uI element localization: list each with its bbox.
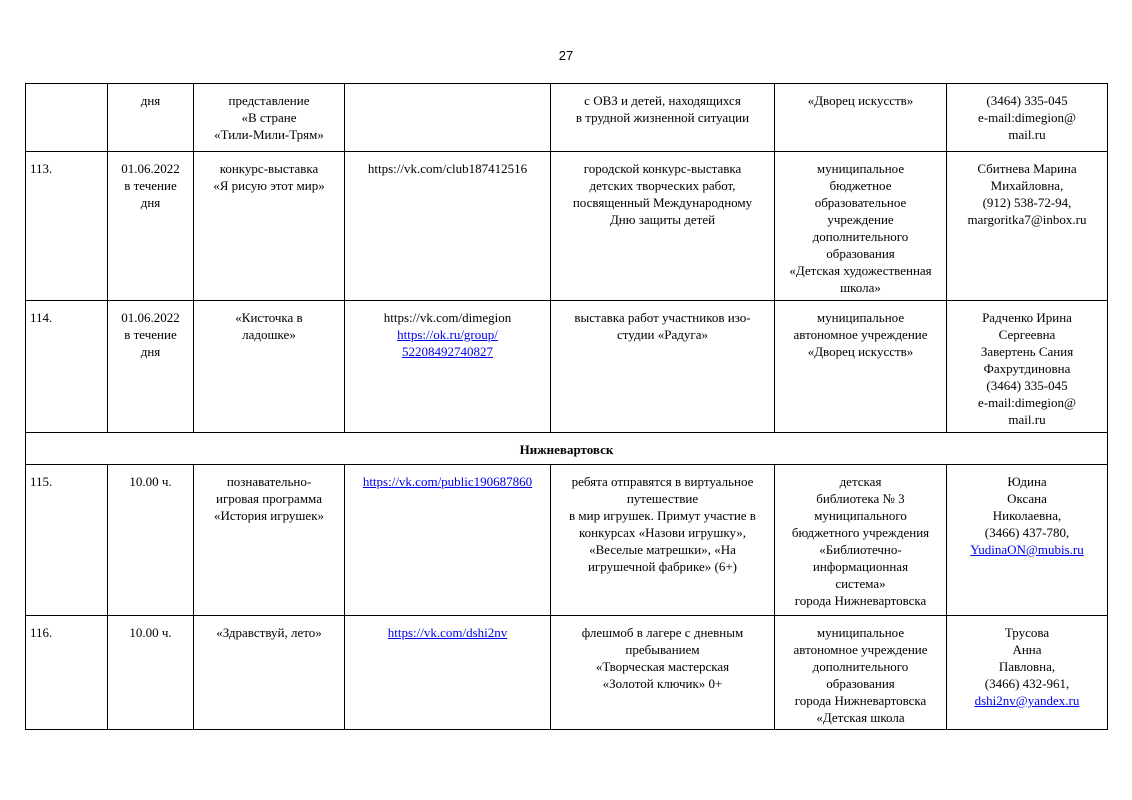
- table-row: [26, 84, 1108, 152]
- table-body-part2: [26, 465, 1108, 730]
- contact-line: (3464) 335-045: [986, 93, 1068, 108]
- event-date-line: 01.06.2022: [121, 161, 180, 176]
- contact-line: (3466) 437-780,: [984, 525, 1070, 540]
- organizer-line: образования: [826, 246, 895, 261]
- organizer-line: образования: [826, 676, 895, 691]
- event-title-line: конкурс-выставка: [219, 161, 319, 176]
- contact-line: margoritka7@inbox.ru: [967, 212, 1087, 227]
- event-description-cell: [551, 616, 775, 730]
- contact-line: Николаевна,: [992, 508, 1062, 523]
- event-description-line: посвященный Международному: [572, 195, 753, 210]
- event-title-line: «Кисточка в: [235, 310, 303, 325]
- event-date-line: дня: [140, 344, 161, 359]
- event-title-line: «Тили-Мили-Трям»: [214, 127, 324, 142]
- event-description-line: «Золотой ключик» 0+: [602, 676, 723, 691]
- event-link-cell: [345, 84, 551, 152]
- organizer-line: информационная: [812, 559, 909, 574]
- row-number-cell: 116.: [26, 616, 108, 730]
- event-url-link[interactable]: https://vk.com/dshi2nv: [387, 625, 508, 640]
- organizer-line: детская: [839, 474, 882, 489]
- organizer-line: учреждение: [827, 212, 894, 227]
- event-title-line: представление: [228, 93, 310, 108]
- event-description-line: студии «Радуга»: [617, 327, 708, 342]
- contact-cell: [947, 301, 1108, 433]
- organizer-line: «Детская художественная: [789, 263, 932, 278]
- event-url-link[interactable]: https://vk.com/public190687860: [362, 474, 533, 489]
- organizer-line: автономное учреждение: [793, 327, 928, 342]
- organizer-line: автономное учреждение: [793, 642, 928, 657]
- organizer-line: муниципальное: [816, 625, 905, 640]
- event-description-cell: [551, 301, 775, 433]
- contact-line: Анна: [1012, 642, 1042, 657]
- contact-line: Юдина: [1007, 474, 1047, 489]
- contact-cell: [947, 152, 1108, 301]
- table-row: [26, 465, 1108, 616]
- organizer-cell: [775, 152, 947, 301]
- contact-line: (3464) 335-045: [986, 378, 1068, 393]
- table-row: [26, 301, 1108, 433]
- contact-line: mail.ru: [1008, 127, 1046, 142]
- contact-line: Павловна,: [998, 659, 1056, 674]
- event-title-cell: [194, 152, 345, 301]
- contact-line: e-mail:dimegion@: [978, 395, 1076, 410]
- event-link-cell: [345, 465, 551, 616]
- event-date-line: в течение: [124, 327, 177, 342]
- event-title-line: «Я рисую этот мир»: [213, 178, 325, 193]
- contact-line: (3466) 432-961,: [984, 676, 1070, 691]
- organizer-line: «Библиотечно-: [819, 542, 902, 557]
- event-description-line: «Веселые матрешки», «На: [589, 542, 736, 557]
- organizer-line: бюджетное: [829, 178, 892, 193]
- organizer-line: «Дворец искусств»: [807, 93, 914, 108]
- event-description-cell: [551, 152, 775, 301]
- event-link-cell: [345, 616, 551, 730]
- table-row: [26, 616, 1108, 730]
- event-date-cell: [108, 152, 194, 301]
- contact-line: e-mail:dimegion@: [978, 110, 1076, 125]
- contact-line: Сергеевна: [998, 327, 1056, 342]
- organizer-line: бюджетного учреждения: [791, 525, 930, 540]
- event-title-line: «В стране: [241, 110, 297, 125]
- event-description-line: городской конкурс-выставка: [583, 161, 742, 176]
- event-link-cell: [345, 301, 551, 433]
- page-number: 27: [558, 48, 574, 63]
- event-date-cell: [108, 301, 194, 433]
- region-row: [26, 433, 1108, 465]
- event-description-line: пребыванием: [625, 642, 700, 657]
- contact-line: Сбитнева Марина: [977, 161, 1077, 176]
- contact-line: Фахрутдиновна: [983, 361, 1071, 376]
- table-body-part1: [26, 84, 1108, 433]
- region-section: [26, 433, 1108, 465]
- contact-cell: [947, 465, 1108, 616]
- event-url-text: https://vk.com/club187412516: [367, 161, 528, 176]
- event-description-line: конкурсах «Назови игрушку»,: [578, 525, 747, 540]
- event-date-line: 10.00 ч.: [129, 474, 172, 489]
- organizer-cell: [775, 301, 947, 433]
- event-url-link[interactable]: https://ok.ru/group/: [397, 327, 498, 342]
- row-number-cell: 114.: [26, 301, 108, 433]
- organizer-line: муниципальное: [816, 161, 905, 176]
- organizer-line: «Дворец искусств»: [807, 344, 914, 359]
- event-description-line: «Творческая мастерская: [595, 659, 730, 674]
- organizer-line: дополнительного: [812, 229, 909, 244]
- row-number-cell: 113.: [26, 152, 108, 301]
- event-date-cell: [108, 616, 194, 730]
- contact-line: Завертень Сания: [980, 344, 1074, 359]
- contact-line: Радченко Ирина: [982, 310, 1072, 325]
- event-description-line: выставка работ участников изо-: [574, 310, 751, 325]
- event-url-text: https://vk.com/dimegion: [383, 310, 512, 325]
- contact-line: (912) 538-72-94,: [982, 195, 1072, 210]
- event-description-line: Дню защиты детей: [609, 212, 716, 227]
- organizer-line: муниципальное: [816, 310, 905, 325]
- contact-line: Михайловна,: [990, 178, 1064, 193]
- event-title-cell: [194, 301, 345, 433]
- contact-line: mail.ru: [1008, 412, 1046, 427]
- table-row: [26, 152, 1108, 301]
- events-table: [25, 83, 1108, 730]
- event-description-line: игрушечной фабрике» (6+): [587, 559, 738, 574]
- organizer-line: города Нижневартовска: [794, 593, 927, 608]
- contact-cell: [947, 84, 1108, 152]
- event-title-cell: [194, 84, 345, 152]
- event-date-line: 01.06.2022: [121, 310, 180, 325]
- event-description-line: с ОВЗ и детей, находящихся: [584, 93, 741, 108]
- event-description-line: в мир игрушек. Примут участие в: [569, 508, 756, 523]
- organizer-line: школа»: [840, 280, 881, 295]
- region-heading: Нижневартовск: [26, 433, 1108, 465]
- event-link-cell: [345, 152, 551, 301]
- organizer-line: дополнительного: [812, 659, 909, 674]
- event-title-cell: [194, 616, 345, 730]
- event-title-line: «Здравствуй, лето»: [216, 625, 322, 640]
- event-date-line: дня: [140, 93, 161, 108]
- contact-email-link[interactable]: YudinaON@mubis.ru: [970, 542, 1084, 557]
- organizer-cell: [775, 84, 947, 152]
- event-url-link[interactable]: 52208492740827: [402, 344, 493, 359]
- event-date-cell: [108, 84, 194, 152]
- event-date-line: дня: [140, 195, 161, 210]
- organizer-line: муниципального: [814, 508, 907, 523]
- event-description-line: детских творческих работ,: [589, 178, 736, 193]
- event-description-line: в трудной жизненной ситуации: [575, 110, 750, 125]
- event-description-line: путешествие: [626, 491, 699, 506]
- event-date-cell: [108, 465, 194, 616]
- event-description-line: ребята отправятся в виртуальное: [571, 474, 754, 489]
- event-description-line: флешмоб в лагере с дневным: [581, 625, 744, 640]
- row-number-cell: 115.: [26, 465, 108, 616]
- organizer-line: «Детская школа: [816, 710, 905, 725]
- event-title-line: «История игрушек»: [213, 508, 325, 523]
- organizer-line: образовательное: [814, 195, 907, 210]
- contact-email-link[interactable]: dshi2nv@yandex.ru: [974, 693, 1080, 708]
- event-title-cell: [194, 465, 345, 616]
- contact-cell: [947, 616, 1108, 730]
- contact-line: Трусова: [1004, 625, 1050, 640]
- organizer-line: библиотека № 3: [816, 491, 905, 506]
- organizer-cell: [775, 616, 947, 730]
- organizer-line: города Нижневартовска: [794, 693, 927, 708]
- event-description-cell: [551, 84, 775, 152]
- event-title-line: ладошке»: [242, 327, 296, 342]
- event-description-cell: [551, 465, 775, 616]
- organizer-cell: [775, 465, 947, 616]
- organizer-line: система»: [835, 576, 886, 591]
- event-title-line: познавательно-: [226, 474, 312, 489]
- event-date-line: 10.00 ч.: [129, 625, 172, 640]
- contact-line: Оксана: [1007, 491, 1047, 506]
- event-title-line: игровая программа: [216, 491, 322, 506]
- row-number-cell: [26, 84, 108, 152]
- event-date-line: в течение: [124, 178, 177, 193]
